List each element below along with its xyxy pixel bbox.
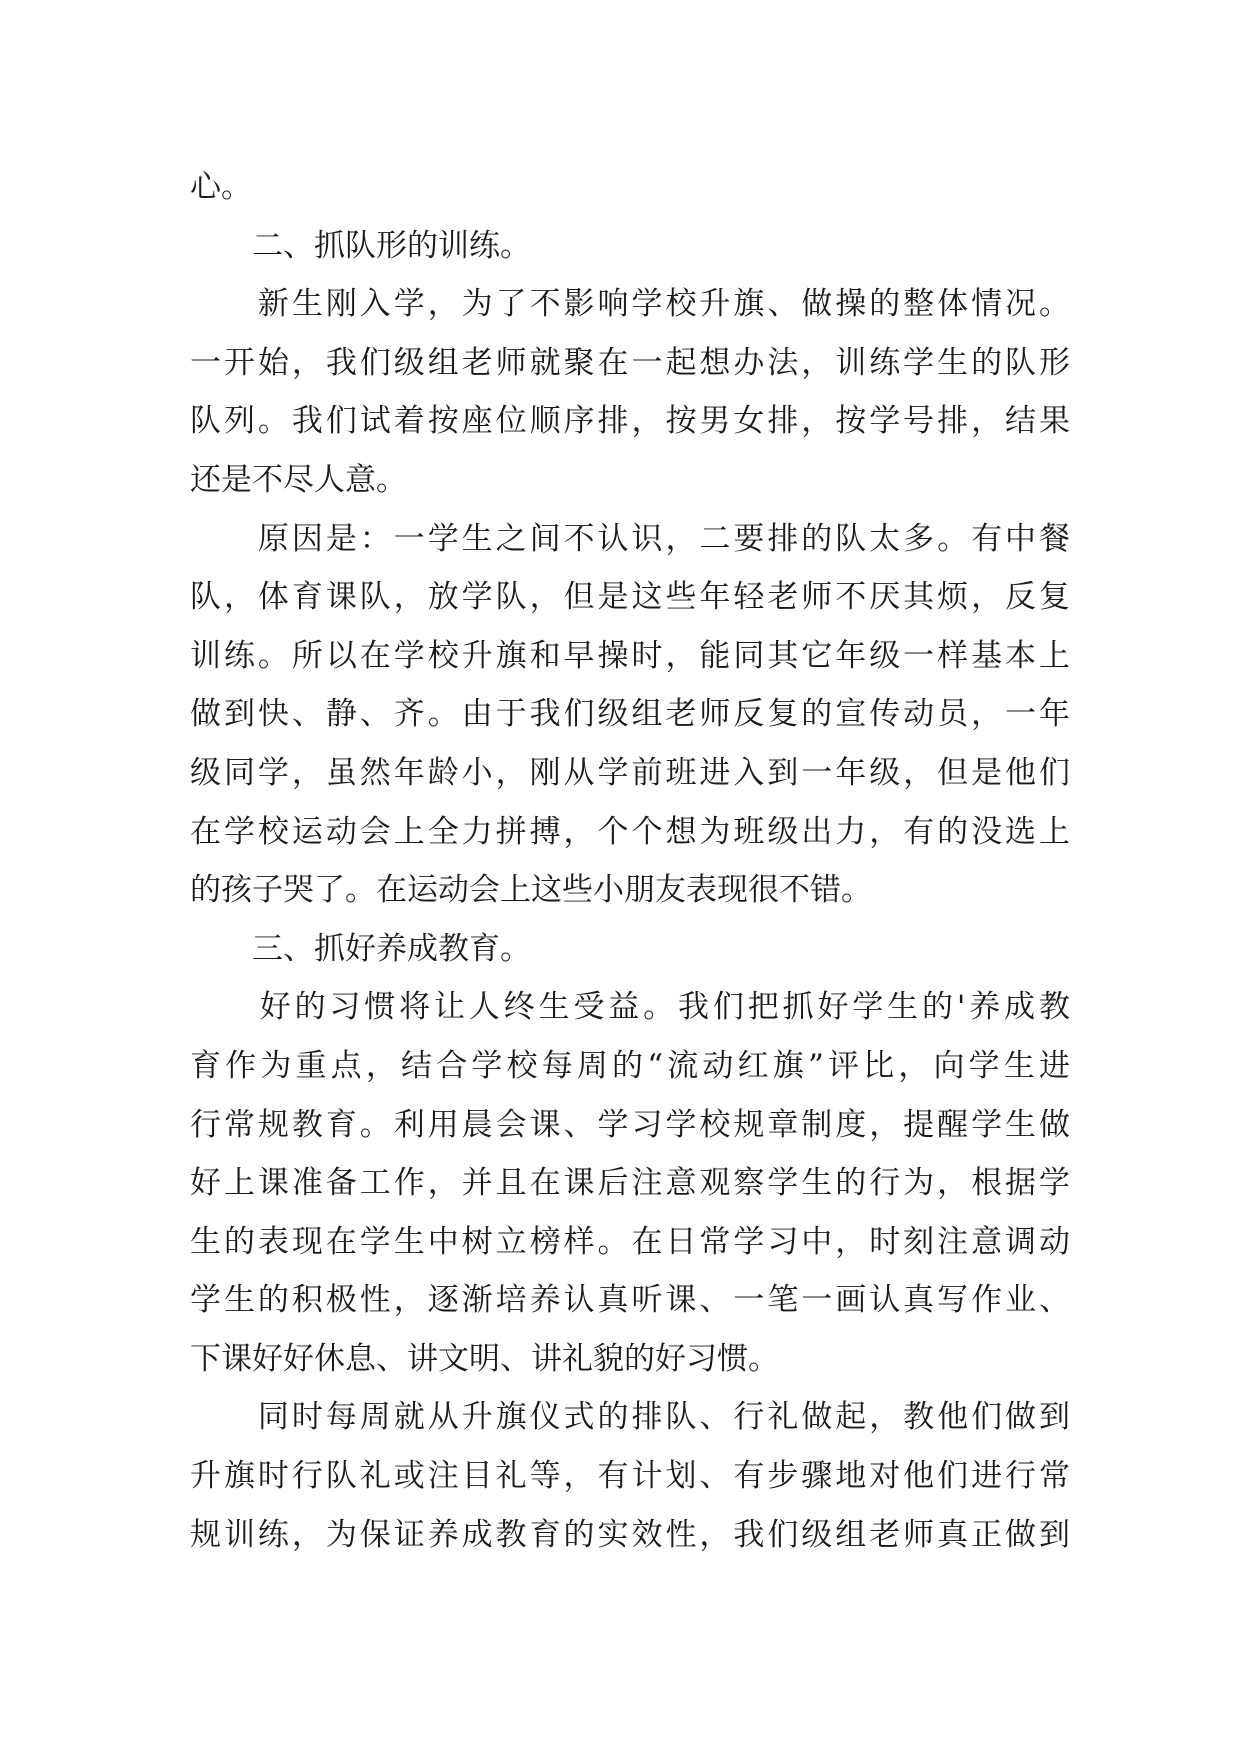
text-line: 级同学，虽然年龄小，刚从学前班进入到一年级，但是他们 [190,754,1070,791]
text-line: 队列。我们试着按座位顺序排，按男女排，按学号排，结果 [190,403,1070,440]
text-line: 的孩子哭了。在运动会上这些小朋友表现很不错。 [190,872,872,909]
text-line: 育作为重点，结合学校每周的“流动红旗”评比，向学生进 [190,1047,1070,1084]
text-line: 一开始，我们级组老师就聚在一起想办法，训练学生的队形 [190,344,1070,381]
text-line: 生的表现在学生中树立榜样。在日常学习中，时刻注意调动 [190,1223,1070,1260]
text-line: 同时每周就从升旗仪式的排队、行礼做起，教他们做到 [190,1399,1070,1436]
text-line: 行常规教育。利用晨会课、学习学校规章制度，提醒学生做 [190,1106,1070,1143]
text-line: 心。 [190,169,252,205]
text-line: 好上课准备工作，并且在课后注意观察学生的行为，根据学 [190,1165,1070,1202]
section-heading: 三、抓好养成教育。 [190,930,531,967]
text-line: 做到快、静、齐。由于我们级组老师反复的宣传动员，一年 [190,696,1070,733]
text-line: 在学校运动会上全力拼搏，个个想为班级出力，有的没选上 [190,813,1070,850]
section-heading: 二、抓队形的训练。 [190,227,531,264]
text-line: 队，体育课队，放学队，但是这些年轻老师不厌其烦，反复 [190,579,1070,616]
text-line: 下课好好休息、讲文明、讲礼貌的好习惯。 [190,1340,779,1377]
text-line: 好的习惯将让人终生受益。我们把抓好学生的'养成教 [190,989,1070,1026]
text-line: 规训练，为保证养成教育的实效性，我们级组老师真正做到 [190,1516,1070,1553]
text-line: 学生的积极性，逐渐培养认真听课、一笔一画认真写作业、 [190,1282,1070,1319]
text-line: 训练。所以在学校升旗和早操时，能同其它年级一样基本上 [190,637,1070,674]
text-line: 新生刚入学，为了不影响学校升旗、做操的整体情况。 [190,286,1070,323]
text-line: 还是不尽人意。 [190,461,407,498]
body-text [190,158,1070,1564]
text-line: 升旗时行队礼或注目礼等，有计划、有步骤地对他们进行常 [190,1458,1070,1495]
text-line: 原因是：一学生之间不认识，二要排的队太多。有中餐 [190,520,1070,557]
